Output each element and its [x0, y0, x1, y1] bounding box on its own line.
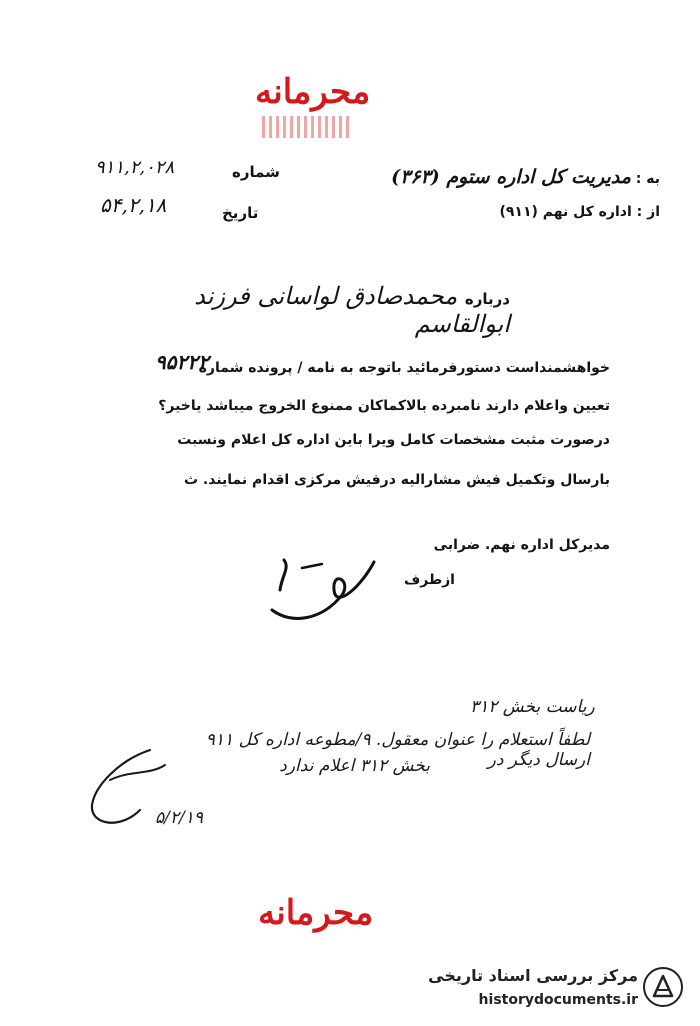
body-line-2: تعیین واعلام دارند نامبرده بالاکماکان ممنوع الخروج میباشد یاخیر؟	[158, 398, 610, 414]
subject-label: درباره	[464, 290, 510, 308]
body-line-4: بارسال وتکمیل فیش مشارالیه درفیش مرکزی اقدام نمایند. ث	[183, 472, 610, 488]
signature-title: مدیرکل اداره نهم. ضرابی	[433, 537, 610, 553]
handwritten-signature-mark	[80, 740, 170, 840]
to-line	[300, 166, 660, 188]
body-line-3: درصورت مثبت مشخصات کامل ویرا باین اداره کل اعلام ونسبت	[177, 432, 610, 448]
to-label: به :	[635, 171, 660, 187]
on-behalf-label: ازطرف	[403, 572, 455, 588]
number-value: ۹۱۱,۲,۰۲۸	[95, 157, 175, 178]
archive-logo-icon	[642, 966, 684, 1008]
date-label: تاریخ	[222, 204, 259, 222]
signature-scribble	[262, 550, 382, 630]
reference-number: ۹۵۲۲۲	[155, 350, 209, 374]
classification-stamp-top: محرمانه	[255, 72, 371, 112]
classification-stamp-bottom: محرمانه	[258, 893, 374, 933]
from-line	[300, 204, 660, 220]
handwritten-note-3: بخش ۳۱۲ اعلام ندارد	[279, 756, 430, 776]
number-label: شماره	[232, 163, 280, 181]
from-value: اداره کل نهم (۹۱۱)	[499, 204, 632, 220]
watermark-url: historydocuments.ir	[478, 992, 638, 1008]
handwritten-note-2: لطفاً استعلام را عنوان معقول. ۹/مطوعه اداره کل ۹۱۱ ارسال دیگر در	[205, 730, 590, 770]
date-value: ۵۴,۲,۱۸	[100, 193, 167, 217]
subject-value: محمدصادق لواسانی فرزند ابوالقاسم	[194, 282, 510, 338]
subject-line	[110, 282, 510, 338]
stamp-smudge	[262, 116, 352, 138]
from-label: از :	[636, 204, 660, 220]
handwritten-note-4: ۵/۲/۱۹	[155, 808, 203, 828]
body-line-1: خواهشمنداست دستورفرمائید باتوجه به نامه / پرونده شماره	[198, 360, 610, 376]
handwritten-note-1: ریاست بخش ۳۱۲	[470, 697, 595, 717]
watermark-title: مرکز بررسی اسناد تاریخی	[428, 966, 638, 985]
to-value: مدیریت کل اداره ستوم (۳۶۳)	[391, 166, 631, 188]
